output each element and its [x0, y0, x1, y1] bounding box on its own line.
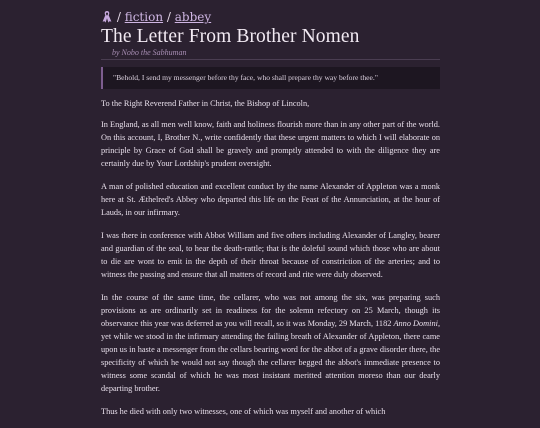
- breadcrumb-separator: /: [166, 10, 171, 24]
- breadcrumb: [101, 10, 211, 24]
- ribbon-icon[interactable]: [101, 10, 113, 23]
- page-title: The Letter From Brother Nomen: [101, 26, 360, 47]
- body-paragraph: In England, as all men well know, faith and holiness flourish more than in any other part of the world. On this account, I, Brother N., write confidently that these urgent matters to which I will elaborate on principle by Grace of God shall be gravely and promptly attended to with the diligence they are certainly due by Your Lordship's prudent oversight.: [101, 120, 440, 168]
- salutation-paragraph: To the Right Reverend Father in Christ, the Bishop of Lincoln,: [101, 99, 310, 108]
- article-body: [101, 97, 440, 428]
- body-text: , yet while we stood in the infirmary attending the failing breath of Alexander of Appleton, there came upon us in haste a messenger from the cellars bearing word for the abbot of a grave disorder there, the specificity of which he would not say though the cellarer begged the abbot's immediate presence to witness some scandal of which he was most insistant meritted attention moreso than our dearly departing brother.: [101, 319, 441, 393]
- body-paragraph: [101, 291, 440, 395]
- body-text: In the course of the same time, the cellarer, who was not among the six, was preparing such provisions as are ordinarily set in readiness for the solemn refectory on 25 March, though its observance this year was deferred as you will recall, so it was Monday, 29 March, 1182: [101, 293, 440, 328]
- epigraph-quote: "Behold, I send my messenger before thy face, who shall prepare thy way before thee.": [101, 67, 440, 89]
- breadcrumb-separator: /: [116, 10, 121, 24]
- author-byline: by Nobo the Sabhuman: [112, 48, 187, 57]
- body-paragraph: Thus he died with only two witnesses, one of which was myself and another of which: [101, 407, 386, 416]
- body-paragraph: A man of polished education and excellent conduct by the name Alexander of Appleton was a monk here at St. Æthelred's Abbey who departed this life on the Feast of the Annunciation, at the hour of Lauds, in our infirmary.: [101, 182, 440, 217]
- body-paragraph: I was there in conference with Abbot William and five others including Alexander of Langley, bearer and guardian of the seal, to hear the death-rattle; that is the doleful sound which those who are about to die are wont to emit in the depth of their throat because of constriction of the arteries; and to witness the passing and ensure that all matters of record and rite were duly observed.: [101, 231, 440, 279]
- header-divider: [101, 59, 440, 60]
- breadcrumb-abbey-link[interactable]: abbey: [174, 10, 212, 24]
- breadcrumb-fiction-link[interactable]: fiction: [124, 10, 164, 24]
- italic-text: Anno Domini: [393, 319, 438, 328]
